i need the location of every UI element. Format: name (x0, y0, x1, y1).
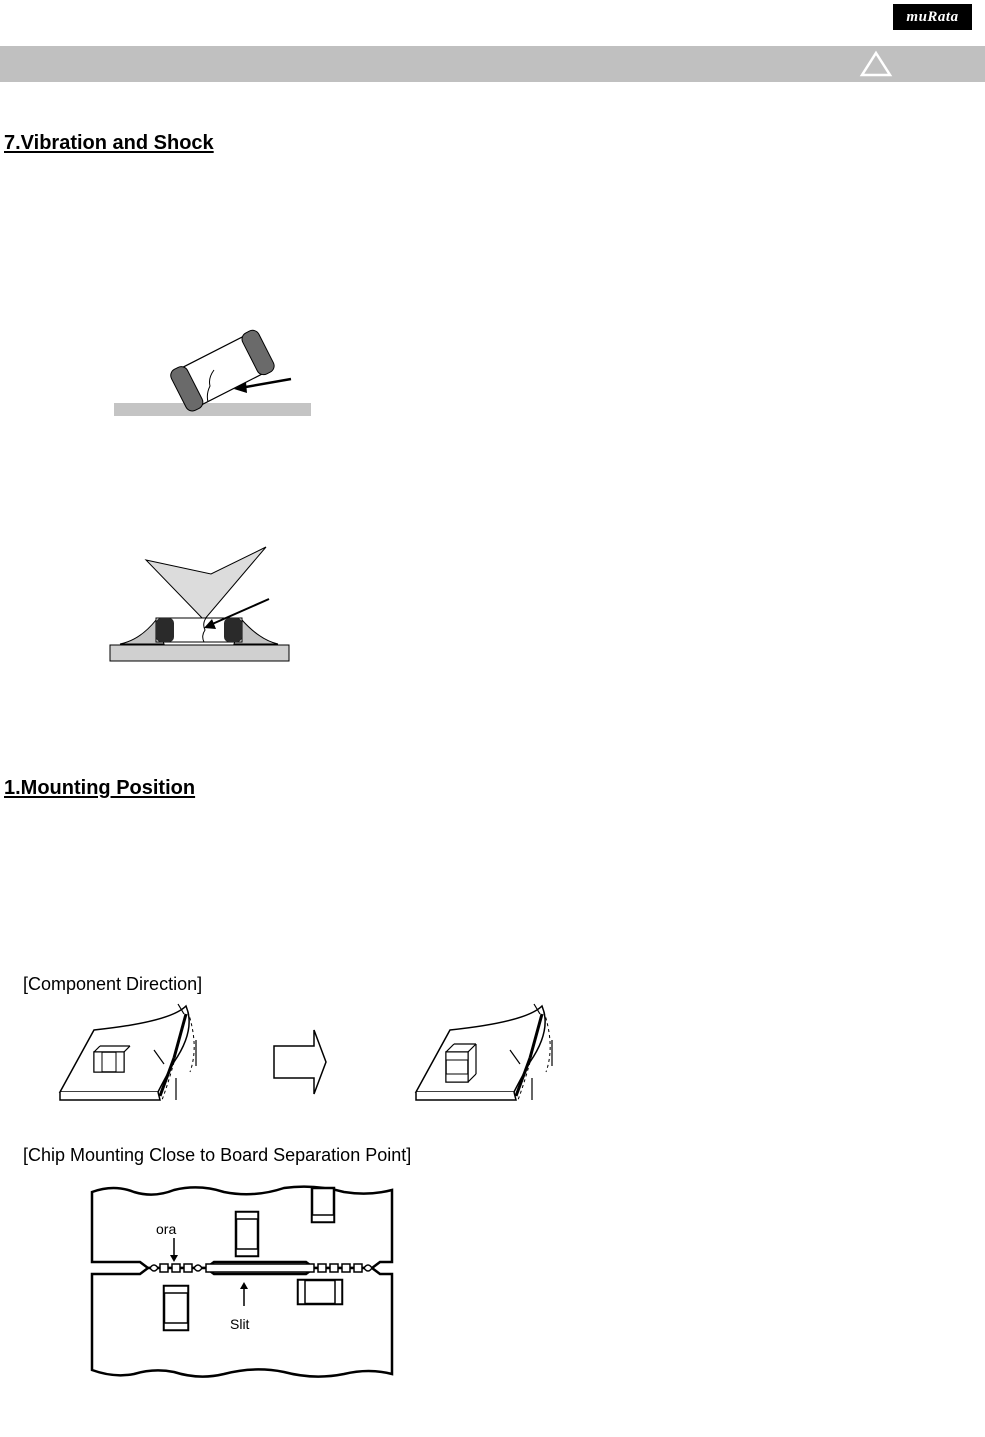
dropped-chip-figure (110, 320, 320, 420)
board-bend-good (416, 1004, 552, 1100)
warning-triangle-icon (859, 50, 893, 78)
direction-arrow-icon (274, 1030, 326, 1094)
header-band (0, 46, 985, 82)
slit (206, 1264, 314, 1272)
component-direction-figure (50, 1000, 560, 1112)
chip-lower-horizontal (298, 1280, 342, 1304)
board-bend-poor (60, 1004, 196, 1100)
murata-logo: muRata (893, 4, 972, 30)
component-direction-label: [Component Direction] (23, 974, 203, 994)
section-title-mounting-position: 1.Mounting Position (4, 777, 196, 799)
chip-upper-edge (312, 1188, 334, 1222)
board-separation-figure (84, 1182, 400, 1382)
chip-mounting-label: [Chip Mounting Close to Board Separation Point] (23, 1145, 412, 1165)
section-title-vibration-shock: 7.Vibration and Shock (4, 132, 214, 154)
callout-label-ora: ora (156, 1221, 177, 1237)
callout-label-slit: Slit (230, 1316, 250, 1332)
soldering-crack-figure (106, 544, 296, 666)
floor-surface (114, 403, 311, 416)
chip-lower-vertical (164, 1286, 188, 1330)
circuit-board (110, 645, 289, 661)
chip-upper-vertical (236, 1212, 258, 1256)
